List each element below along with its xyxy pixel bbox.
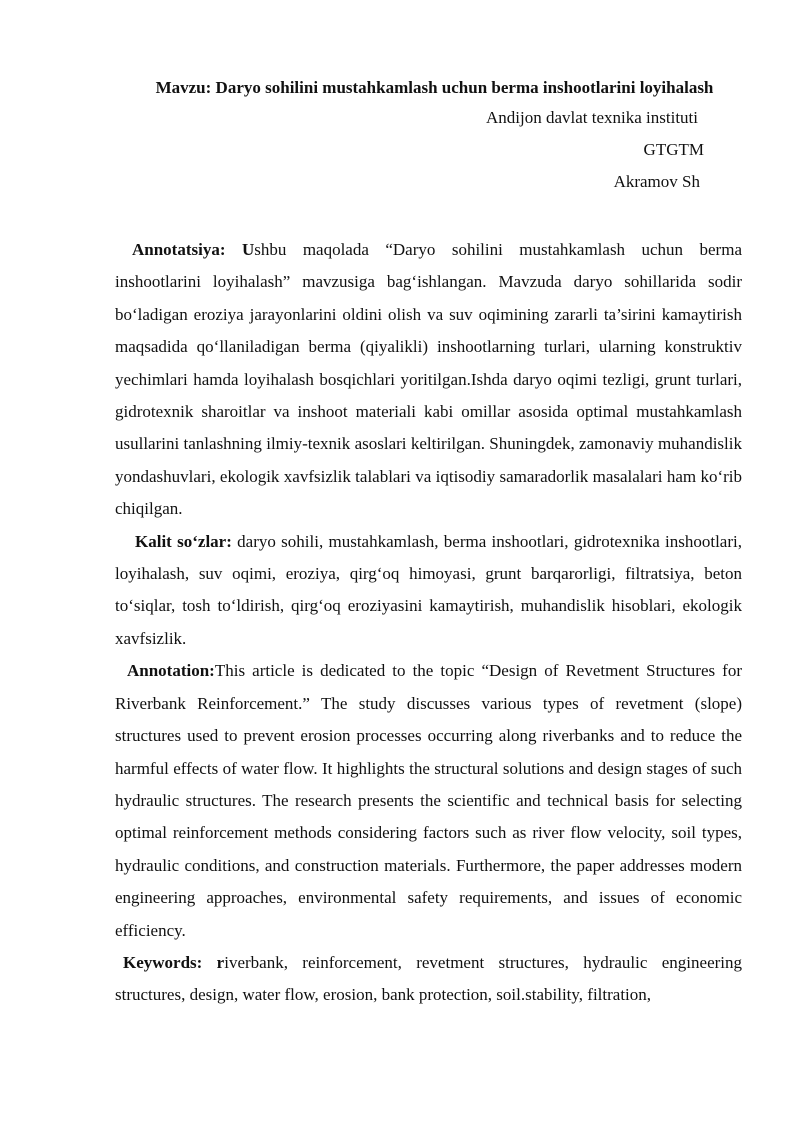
keywords-uz-paragraph (115, 526, 742, 656)
keywords-uz-text: daryo sohili, mustahkamlash, berma inshootlari, gidrotexnika inshootlari, loyihalash, suv oqimi, eroziya, qirg‘oq himoyasi, grunt barqarorligi, filtratsiya, beton to‘siqlar, tosh to‘ldirish, qirg‘oq eroziyasini kamaytirish, muhandislik hisoblari, ekologik xavfsizlik. (115, 531, 742, 648)
keywords-en-text: iverbank, reinforcement, revetment structures, hydraulic engineering structures, design, water flow, erosion, bank protection, soil.stability, filtration, (115, 952, 742, 1005)
keywords-uz-label: Kalit so‘zlar: (135, 531, 232, 551)
author-name: Akramov Sh (613, 172, 700, 191)
annotation-uz-paragraph (115, 234, 742, 526)
annotation-uz-label: Annotatsiya: U (132, 240, 255, 259)
document-page (115, 74, 742, 1012)
article-title: Mavzu: Daryo sohilini mustahkamlash uchun berma inshootlarini loyihalash (155, 78, 714, 97)
keywords-en-paragraph (115, 947, 742, 1012)
department-name: GTGTM (643, 140, 704, 159)
annotation-en-text: This article is dedicated to the topic “Design of Revetment Structures for Riverbank Reinforcement.” The study discusses various types of revetment (slope) structures used to prevent erosion processes occurring along riverbanks and to reduce the harmful effects of water flow. It highlights the structural solutions and design stages of such hydraulic structures. The research presents the scientific and technical basis for selecting optimal reinforcement methods considering factors such as river flow velocity, soil types, hydraulic conditions, and construction materials. Furthermore, the paper addresses modern engineering approaches, environmental safety requirements, and issues of economic efficiency. (115, 661, 742, 940)
annotation-uz-text: shbu maqolada “Daryo sohilini mustahkamlash uchun berma inshootlarini loyihalash” mavzusiga bag‘ishlangan. Mavzuda daryo sohillarida sodir bo‘ladigan eroziya jarayonlarini oldini olish va suv oqimining zararli ta’sirini kamaytirish maqsadida qo‘llaniladigan berma (qiyalikli) inshootlarning turlari, ularning konstruktiv yechimlari hamda loyihalash bosqichlari yoritilgan.Ishda daryo oqimi tezligi, grunt turlari, gidrotexnik sharoitlar va inshoot materiali kabi omillar asosida optimal mustahkamlash usullarini tanlashning ilmiy-texnik asoslari keltirilgan. Shuningdek, zamonaviy muhandislik yondashuvlari, ekologik xavfsizlik talablari va iqtisodiy samaradorlik masalalari ham ko‘rib chiqilgan. (115, 240, 742, 519)
institution-name: Andijon davlat texnika instituti (485, 108, 698, 127)
keywords-en-label: Keywords: r (123, 952, 225, 972)
annotation-en-paragraph (115, 655, 742, 947)
annotation-en-label: Annotation: (127, 661, 215, 681)
section-spacer (115, 198, 742, 234)
